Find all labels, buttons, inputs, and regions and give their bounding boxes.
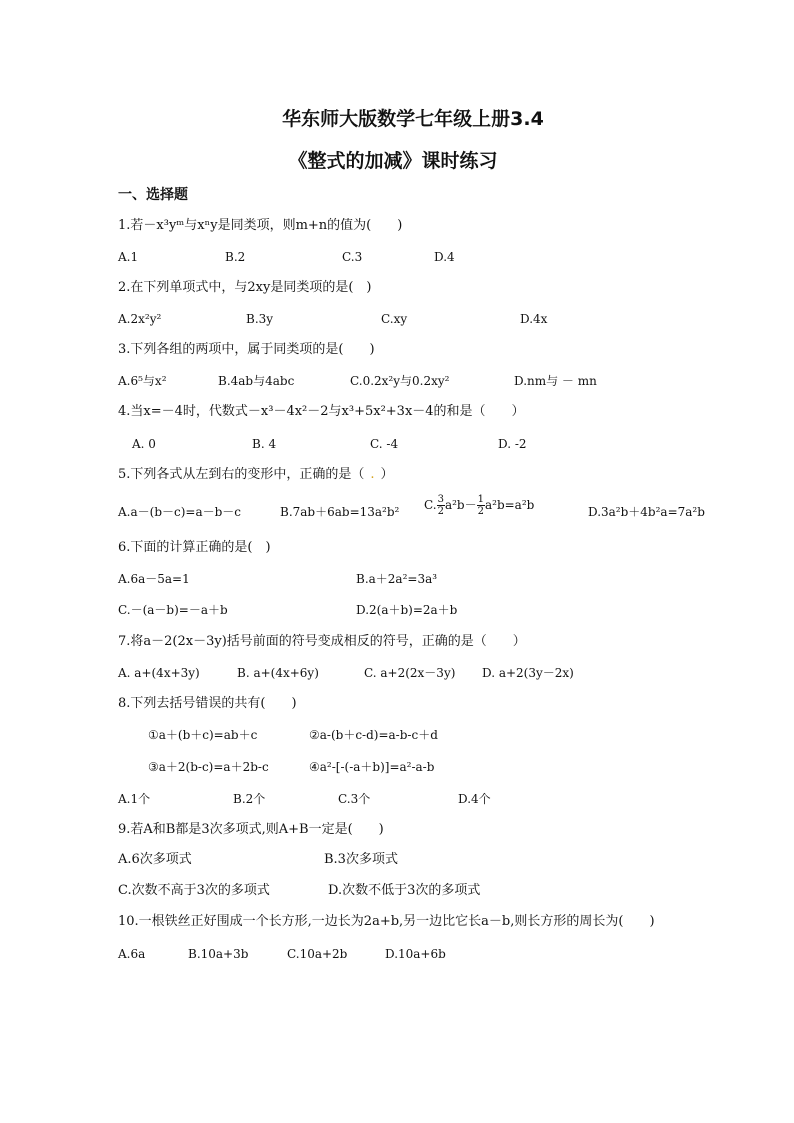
question-7-option-d: D. a+2(3y－2x) (482, 666, 574, 680)
question-5-stem-dot: . (370, 467, 375, 482)
question-2-option-d: D.4x (520, 312, 548, 326)
fraction-three-halves: $\frac{3}{2}$ (437, 494, 444, 517)
title-line-2: 《整式的加减》课时练习 (288, 150, 498, 172)
question-6-option-c: C.－(a－b)=－a＋b (118, 603, 228, 617)
question-5-stem (118, 465, 394, 485)
question-1-option-c: C.3 (342, 250, 363, 264)
question-9-option-b: B.3次多项式 (324, 852, 398, 867)
question-5-option-b: B.7ab＋6ab=13a²b² (280, 505, 400, 519)
question-3-option-d: D.nm与 － mn (514, 374, 597, 388)
question-10-stem: 10.一根铁丝正好围成一个长方形,一边长为2a+b,另一边比它长a－b,则长方形的周长为( ) (118, 914, 655, 929)
question-2-option-c: C.xy (381, 312, 408, 326)
question-5-option-c-label: C. (424, 498, 437, 512)
question-4-option-c: C. -4 (370, 437, 399, 451)
question-8-item-3: ③a＋2(b-c)=a＋2b-c (148, 760, 269, 774)
question-4-option-b: B. 4 (252, 437, 277, 451)
question-5-option-c: C. $\frac{3}{2}$ a²b－ $\frac{1}{2}$ a²b=a²b (424, 494, 535, 517)
question-3-option-c: C.0.2x²y与0.2xy² (350, 374, 450, 388)
question-10-option-d: D.10a+6b (385, 947, 446, 961)
question-7-option-b: B. a+(4x+6y) (237, 666, 319, 680)
question-4-option-a: A. 0 (132, 437, 156, 451)
question-6-option-b: B.a＋2a²=3a³ (356, 572, 438, 586)
question-5-option-a: A.a－(b－c)=a－b－c (118, 505, 242, 519)
question-9-option-a: A.6次多项式 (118, 852, 192, 867)
question-8-option-b: B.2个 (233, 792, 266, 806)
question-7-stem: 7.将a－2(2x－3y)括号前面的符号变成相反的符号，正确的是（ ） (118, 634, 526, 649)
question-10-option-b: B.10a+3b (188, 947, 249, 961)
question-8-item-2: ②a-(b＋c-d)=a-b-c＋d (309, 728, 438, 742)
question-9-option-c: C.次数不高于3次的多项式 (118, 883, 270, 898)
question-5-option-d: D.3a²b＋4b²a=7a²b (588, 505, 705, 519)
question-6-option-a: A.6a－5a=1 (118, 572, 190, 586)
question-3-option-b: B.4ab与4abc (218, 374, 295, 388)
question-8-option-d: D.4个 (458, 792, 491, 806)
question-8-option-a: A.1个 (118, 792, 151, 806)
question-8-option-c: C.3个 (338, 792, 371, 806)
question-5-stem-text: 5.下列各式从左到右的变形中，正确的是（ (118, 467, 365, 482)
question-3-option-a: A.6⁵与x² (118, 374, 167, 388)
question-8-stem: 8.下列去括号错误的共有( ) (118, 696, 297, 711)
question-10-option-c: C.10a+2b (287, 947, 348, 961)
question-9-stem: 9.若A和B都是3次多项式,则A+B一定是( ) (118, 822, 384, 837)
question-6-stem: 6.下面的计算正确的是( ) (118, 540, 271, 555)
question-7-option-a: A. a+(4x+3y) (118, 666, 200, 680)
question-8-item-4: ④a²-[-(-a＋b)]=a²-a-b (309, 760, 435, 774)
section-heading: 一、选择题 (118, 187, 188, 203)
fraction-one-half: $\frac{1}{2}$ (477, 494, 484, 517)
question-5-stem-close: ） (380, 467, 394, 482)
question-2-option-a: A.2x²y² (118, 312, 162, 326)
question-2-stem: 2.在下列单项式中，与2xy是同类项的是( ) (118, 280, 372, 295)
question-6-option-d: D.2(a＋b)=2a＋b (356, 603, 458, 617)
question-9-option-d: D.次数不低于3次的多项式 (328, 883, 481, 898)
question-8-item-1: ①a＋(b＋c)=ab＋c (148, 728, 258, 742)
question-1-option-b: B.2 (225, 250, 246, 264)
question-4-stem: 4.当x=－4时，代数式－x³－4x²－2与x³+5x²+3x－4的和是（ ） (118, 404, 525, 419)
question-7-option-c: C. a+2(2x－3y) (364, 666, 456, 680)
question-2-option-b: B.3y (246, 312, 274, 326)
title-line-1: 华东师大版数学七年级上册3.4 (282, 108, 544, 130)
question-1-stem: 1.若－x³yᵐ与xⁿy是同类项，则m+n的值为( ) (118, 218, 403, 233)
question-4-option-d: D. -2 (498, 437, 527, 451)
question-10-option-a: A.6a (118, 947, 146, 961)
question-3-stem: 3.下列各组的两项中，属于同类项的是( ) (118, 342, 375, 357)
question-1-option-d: D.4 (434, 250, 455, 264)
question-1-option-a: A.1 (118, 250, 139, 264)
